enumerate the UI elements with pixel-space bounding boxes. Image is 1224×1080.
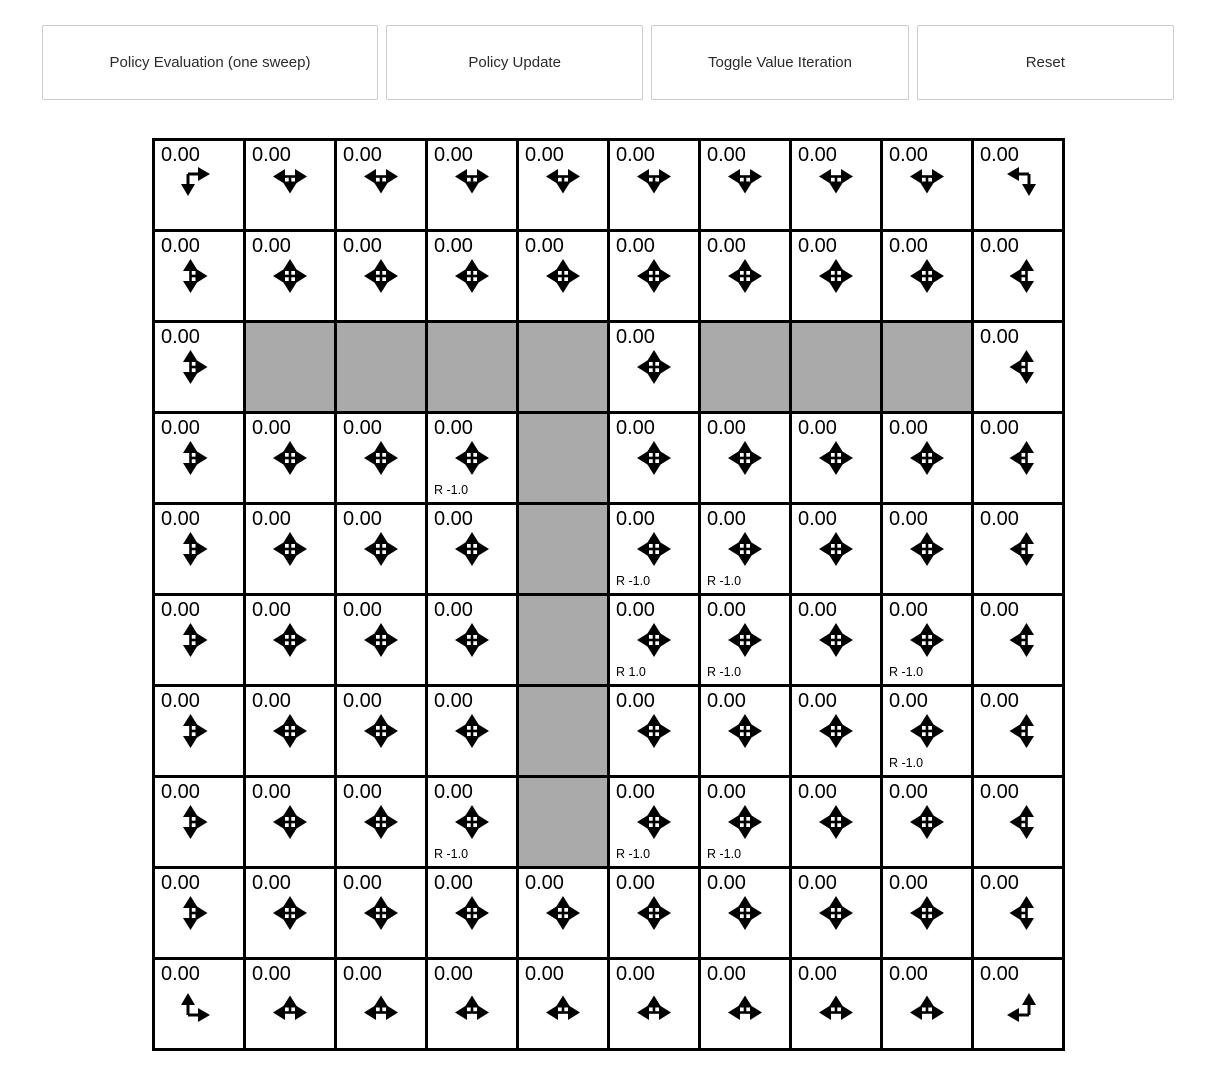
state-cell[interactable]	[701, 505, 789, 593]
reward-label: R -1.0	[889, 665, 924, 679]
policy-arrows-icon	[264, 796, 316, 848]
state-value: 0.00	[434, 144, 473, 166]
policy-arrows-icon	[355, 432, 407, 484]
state-value: 0.00	[252, 417, 291, 439]
state-cell[interactable]	[883, 596, 971, 684]
state-cell[interactable]	[701, 869, 789, 957]
state-cell[interactable]	[974, 232, 1062, 320]
state-value: 0.00	[616, 508, 655, 530]
state-value: 0.00	[616, 872, 655, 894]
state-value: 0.00	[616, 417, 655, 439]
state-cell[interactable]	[610, 232, 698, 320]
state-cell[interactable]	[883, 505, 971, 593]
wall-cell	[519, 778, 607, 866]
policy-arrows-icon	[719, 523, 771, 575]
policy-arrows-icon	[719, 614, 771, 666]
policy-arrows-icon	[992, 705, 1044, 757]
policy-arrows-icon	[446, 432, 498, 484]
state-cell[interactable]	[610, 141, 698, 229]
policy-arrows-icon	[446, 796, 498, 848]
state-value: 0.00	[707, 599, 746, 621]
wall-cell	[792, 323, 880, 411]
state-cell[interactable]	[155, 869, 243, 957]
state-cell[interactable]	[792, 232, 880, 320]
reward-label: R -1.0	[434, 483, 469, 497]
wall-cell	[337, 323, 425, 411]
policy-arrows-icon	[173, 978, 225, 1030]
state-value: 0.00	[798, 417, 837, 439]
state-value: 0.00	[616, 690, 655, 712]
state-cell[interactable]	[155, 778, 243, 866]
state-cell[interactable]	[974, 869, 1062, 957]
state-value: 0.00	[434, 599, 473, 621]
state-cell[interactable]	[883, 232, 971, 320]
policy-arrows-icon	[901, 614, 953, 666]
state-cell[interactable]	[246, 141, 334, 229]
state-cell[interactable]	[519, 141, 607, 229]
state-value: 0.00	[161, 963, 200, 985]
state-value: 0.00	[980, 690, 1019, 712]
policy-arrows-icon	[719, 978, 771, 1030]
state-value: 0.00	[889, 508, 928, 530]
state-cell[interactable]	[610, 778, 698, 866]
policy-arrows-icon	[628, 887, 680, 939]
state-value: 0.00	[707, 690, 746, 712]
state-cell[interactable]	[337, 687, 425, 775]
policy-arrows-icon	[355, 887, 407, 939]
state-cell[interactable]	[519, 232, 607, 320]
state-value: 0.00	[252, 144, 291, 166]
state-value: 0.00	[889, 690, 928, 712]
state-cell[interactable]	[883, 687, 971, 775]
gridworld-grid	[152, 138, 1065, 1051]
state-value: 0.00	[252, 599, 291, 621]
state-cell[interactable]	[155, 414, 243, 502]
state-value: 0.00	[980, 872, 1019, 894]
policy-arrows-icon	[992, 796, 1044, 848]
reward-label: R -1.0	[707, 665, 742, 679]
state-cell[interactable]	[701, 141, 789, 229]
policy-arrows-icon	[264, 978, 316, 1030]
state-cell[interactable]	[337, 505, 425, 593]
state-cell[interactable]	[974, 414, 1062, 502]
state-value: 0.00	[798, 963, 837, 985]
toolbar	[42, 25, 1174, 100]
state-value: 0.00	[343, 963, 382, 985]
state-cell[interactable]	[974, 960, 1062, 1048]
state-value: 0.00	[707, 144, 746, 166]
policy-arrows-icon	[992, 523, 1044, 575]
policy-arrows-icon	[446, 250, 498, 302]
policy-arrows-icon	[537, 159, 589, 211]
state-cell[interactable]	[155, 141, 243, 229]
wall-cell	[519, 505, 607, 593]
wall-cell	[701, 323, 789, 411]
state-cell[interactable]	[610, 596, 698, 684]
policy-arrows-icon	[264, 887, 316, 939]
policy-arrows-icon	[992, 432, 1044, 484]
policy-arrows-icon	[173, 796, 225, 848]
state-value: 0.00	[707, 781, 746, 803]
state-value: 0.00	[252, 508, 291, 530]
state-value: 0.00	[616, 599, 655, 621]
state-cell[interactable]	[974, 141, 1062, 229]
policy-arrows-icon	[810, 614, 862, 666]
state-value: 0.00	[434, 872, 473, 894]
policy-arrows-icon	[173, 887, 225, 939]
state-value: 0.00	[798, 690, 837, 712]
state-cell[interactable]	[610, 323, 698, 411]
state-value: 0.00	[980, 235, 1019, 257]
state-value: 0.00	[343, 144, 382, 166]
policy-arrows-icon	[446, 978, 498, 1030]
state-cell[interactable]	[337, 141, 425, 229]
state-value: 0.00	[343, 417, 382, 439]
state-value: 0.00	[980, 417, 1019, 439]
state-value: 0.00	[707, 508, 746, 530]
policy-arrows-icon	[810, 250, 862, 302]
state-cell[interactable]	[246, 687, 334, 775]
reward-label: R -1.0	[434, 847, 469, 861]
state-cell[interactable]	[792, 505, 880, 593]
wall-cell	[519, 596, 607, 684]
state-value: 0.00	[980, 781, 1019, 803]
policy-arrows-icon	[992, 341, 1044, 393]
state-value: 0.00	[798, 508, 837, 530]
reward-label: R -1.0	[616, 574, 651, 588]
wall-cell	[883, 323, 971, 411]
state-cell[interactable]	[792, 960, 880, 1048]
policy-arrows-icon	[173, 159, 225, 211]
state-cell[interactable]	[337, 232, 425, 320]
state-value: 0.00	[161, 235, 200, 257]
policy-arrows-icon	[901, 796, 953, 848]
policy-arrows-icon	[446, 159, 498, 211]
state-value: 0.00	[161, 417, 200, 439]
state-value: 0.00	[525, 963, 564, 985]
state-value: 0.00	[980, 326, 1019, 348]
policy-arrows-icon	[264, 250, 316, 302]
state-cell[interactable]	[246, 869, 334, 957]
state-cell[interactable]	[428, 687, 516, 775]
reward-label: R -1.0	[707, 574, 742, 588]
state-value: 0.00	[798, 235, 837, 257]
state-value: 0.00	[889, 144, 928, 166]
state-value: 0.00	[161, 508, 200, 530]
state-cell[interactable]	[428, 869, 516, 957]
state-cell[interactable]	[337, 596, 425, 684]
state-cell[interactable]	[883, 960, 971, 1048]
policy-arrows-icon	[355, 978, 407, 1030]
reward-label: R -1.0	[616, 847, 651, 861]
state-cell[interactable]	[610, 414, 698, 502]
policy-arrows-icon	[446, 705, 498, 757]
state-cell[interactable]	[337, 414, 425, 502]
policy-arrows-icon	[901, 250, 953, 302]
state-value: 0.00	[161, 599, 200, 621]
state-value: 0.00	[525, 872, 564, 894]
policy-arrows-icon	[719, 159, 771, 211]
policy-arrows-icon	[901, 705, 953, 757]
policy-arrows-icon	[173, 250, 225, 302]
policy-arrows-icon	[355, 523, 407, 575]
policy-arrows-icon	[264, 432, 316, 484]
policy-arrows-icon	[355, 614, 407, 666]
state-cell[interactable]	[974, 323, 1062, 411]
state-value: 0.00	[889, 235, 928, 257]
policy-arrows-icon	[446, 887, 498, 939]
policy-arrows-icon	[810, 432, 862, 484]
state-cell[interactable]	[701, 596, 789, 684]
policy-arrows-icon	[992, 978, 1044, 1030]
state-value: 0.00	[252, 690, 291, 712]
state-cell[interactable]	[519, 869, 607, 957]
policy-arrows-icon	[355, 159, 407, 211]
state-value: 0.00	[889, 872, 928, 894]
state-cell[interactable]	[428, 596, 516, 684]
policy-arrows-icon	[264, 523, 316, 575]
state-value: 0.00	[343, 690, 382, 712]
state-value: 0.00	[161, 326, 200, 348]
state-cell[interactable]	[610, 960, 698, 1048]
state-value: 0.00	[889, 963, 928, 985]
state-cell[interactable]	[337, 869, 425, 957]
state-cell[interactable]	[428, 778, 516, 866]
state-cell[interactable]	[883, 869, 971, 957]
wall-cell	[519, 323, 607, 411]
state-cell[interactable]	[337, 960, 425, 1048]
state-cell[interactable]	[246, 778, 334, 866]
policy-arrows-icon	[173, 523, 225, 575]
state-value: 0.00	[980, 508, 1019, 530]
policy-arrows-icon	[446, 523, 498, 575]
policy-arrows-icon	[628, 341, 680, 393]
policy-arrows-icon	[992, 159, 1044, 211]
state-value: 0.00	[616, 781, 655, 803]
policy-arrows-icon	[537, 887, 589, 939]
policy-arrows-icon	[901, 159, 953, 211]
wall-cell	[519, 687, 607, 775]
state-cell[interactable]	[246, 414, 334, 502]
state-cell[interactable]	[883, 141, 971, 229]
state-cell[interactable]	[974, 596, 1062, 684]
state-value: 0.00	[343, 599, 382, 621]
state-value: 0.00	[343, 235, 382, 257]
state-value: 0.00	[525, 235, 564, 257]
state-value: 0.00	[161, 872, 200, 894]
state-cell[interactable]	[155, 323, 243, 411]
state-cell[interactable]	[337, 778, 425, 866]
policy-arrows-icon	[264, 705, 316, 757]
state-value: 0.00	[343, 508, 382, 530]
policy-arrows-icon	[901, 978, 953, 1030]
state-value: 0.00	[616, 144, 655, 166]
state-cell[interactable]	[155, 960, 243, 1048]
policy-arrows-icon	[901, 887, 953, 939]
policy-arrows-icon	[719, 796, 771, 848]
state-value: 0.00	[707, 235, 746, 257]
state-value: 0.00	[798, 781, 837, 803]
policy-arrows-icon	[537, 978, 589, 1030]
policy-arrows-icon	[173, 705, 225, 757]
policy-arrows-icon	[992, 250, 1044, 302]
state-cell[interactable]	[428, 414, 516, 502]
state-cell[interactable]	[428, 505, 516, 593]
state-value: 0.00	[889, 781, 928, 803]
state-value: 0.00	[343, 781, 382, 803]
state-value: 0.00	[252, 781, 291, 803]
policy-evaluation-button[interactable]: Policy Evaluation (one sweep)	[42, 25, 378, 100]
policy-arrows-icon	[901, 432, 953, 484]
state-value: 0.00	[343, 872, 382, 894]
state-value: 0.00	[980, 963, 1019, 985]
reward-label: R -1.0	[707, 847, 742, 861]
state-value: 0.00	[525, 144, 564, 166]
policy-arrows-icon	[355, 705, 407, 757]
state-cell[interactable]	[155, 687, 243, 775]
policy-arrows-icon	[810, 978, 862, 1030]
state-cell[interactable]	[428, 232, 516, 320]
state-cell[interactable]	[883, 414, 971, 502]
state-value: 0.00	[616, 235, 655, 257]
state-value: 0.00	[980, 144, 1019, 166]
policy-arrows-icon	[628, 523, 680, 575]
state-cell[interactable]	[155, 596, 243, 684]
state-cell[interactable]	[974, 687, 1062, 775]
state-value: 0.00	[707, 963, 746, 985]
state-value: 0.00	[889, 417, 928, 439]
policy-arrows-icon	[810, 523, 862, 575]
reset-button[interactable]: Reset	[917, 25, 1174, 100]
state-cell[interactable]	[155, 232, 243, 320]
state-cell[interactable]	[519, 960, 607, 1048]
state-value: 0.00	[434, 417, 473, 439]
state-cell[interactable]	[883, 778, 971, 866]
policy-arrows-icon	[810, 887, 862, 939]
state-cell[interactable]	[428, 960, 516, 1048]
state-value: 0.00	[161, 690, 200, 712]
policy-arrows-icon	[810, 796, 862, 848]
policy-arrows-icon	[719, 705, 771, 757]
state-value: 0.00	[889, 599, 928, 621]
policy-arrows-icon	[264, 159, 316, 211]
policy-arrows-icon	[628, 705, 680, 757]
state-cell[interactable]	[246, 596, 334, 684]
state-cell[interactable]	[246, 232, 334, 320]
state-value: 0.00	[161, 144, 200, 166]
policy-arrows-icon	[628, 796, 680, 848]
state-value: 0.00	[707, 417, 746, 439]
state-cell[interactable]	[974, 778, 1062, 866]
policy-arrows-icon	[901, 523, 953, 575]
state-cell[interactable]	[246, 505, 334, 593]
state-value: 0.00	[980, 599, 1019, 621]
state-value: 0.00	[798, 872, 837, 894]
state-cell[interactable]	[792, 596, 880, 684]
state-value: 0.00	[434, 508, 473, 530]
state-cell[interactable]	[792, 778, 880, 866]
policy-arrows-icon	[446, 614, 498, 666]
policy-arrows-icon	[719, 432, 771, 484]
state-value: 0.00	[252, 235, 291, 257]
state-cell[interactable]	[246, 960, 334, 1048]
policy-arrows-icon	[628, 432, 680, 484]
state-value: 0.00	[707, 872, 746, 894]
policy-arrows-icon	[173, 341, 225, 393]
policy-arrows-icon	[719, 887, 771, 939]
state-value: 0.00	[798, 599, 837, 621]
state-value: 0.00	[252, 872, 291, 894]
state-cell[interactable]	[792, 141, 880, 229]
state-cell[interactable]	[701, 960, 789, 1048]
state-value: 0.00	[434, 235, 473, 257]
state-cell[interactable]	[792, 687, 880, 775]
state-value: 0.00	[434, 690, 473, 712]
policy-update-button[interactable]: Policy Update	[386, 25, 643, 100]
wall-cell	[428, 323, 516, 411]
policy-arrows-icon	[719, 250, 771, 302]
reward-label: R -1.0	[889, 756, 924, 770]
state-cell[interactable]	[155, 505, 243, 593]
state-cell[interactable]	[701, 778, 789, 866]
state-value: 0.00	[161, 781, 200, 803]
state-value: 0.00	[798, 144, 837, 166]
policy-arrows-icon	[628, 978, 680, 1030]
state-value: 0.00	[616, 963, 655, 985]
toggle-value-iteration-button[interactable]: Toggle Value Iteration	[651, 25, 908, 100]
policy-arrows-icon	[537, 250, 589, 302]
policy-arrows-icon	[628, 250, 680, 302]
wall-cell	[519, 414, 607, 502]
state-cell[interactable]	[610, 687, 698, 775]
wall-cell	[246, 323, 334, 411]
policy-arrows-icon	[992, 887, 1044, 939]
policy-arrows-icon	[628, 614, 680, 666]
state-cell[interactable]	[701, 687, 789, 775]
policy-arrows-icon	[992, 614, 1044, 666]
state-value: 0.00	[434, 781, 473, 803]
policy-arrows-icon	[173, 432, 225, 484]
state-cell[interactable]	[610, 869, 698, 957]
state-cell[interactable]	[701, 232, 789, 320]
state-cell[interactable]	[428, 141, 516, 229]
state-cell[interactable]	[701, 414, 789, 502]
reward-label: R 1.0	[616, 665, 646, 679]
policy-arrows-icon	[173, 614, 225, 666]
policy-arrows-icon	[264, 614, 316, 666]
state-cell[interactable]	[792, 869, 880, 957]
policy-arrows-icon	[810, 705, 862, 757]
state-value: 0.00	[252, 963, 291, 985]
state-cell[interactable]	[610, 505, 698, 593]
policy-arrows-icon	[628, 159, 680, 211]
policy-arrows-icon	[810, 159, 862, 211]
state-value: 0.00	[434, 963, 473, 985]
state-cell[interactable]	[974, 505, 1062, 593]
policy-arrows-icon	[355, 250, 407, 302]
state-cell[interactable]	[792, 414, 880, 502]
state-value: 0.00	[616, 326, 655, 348]
policy-arrows-icon	[355, 796, 407, 848]
